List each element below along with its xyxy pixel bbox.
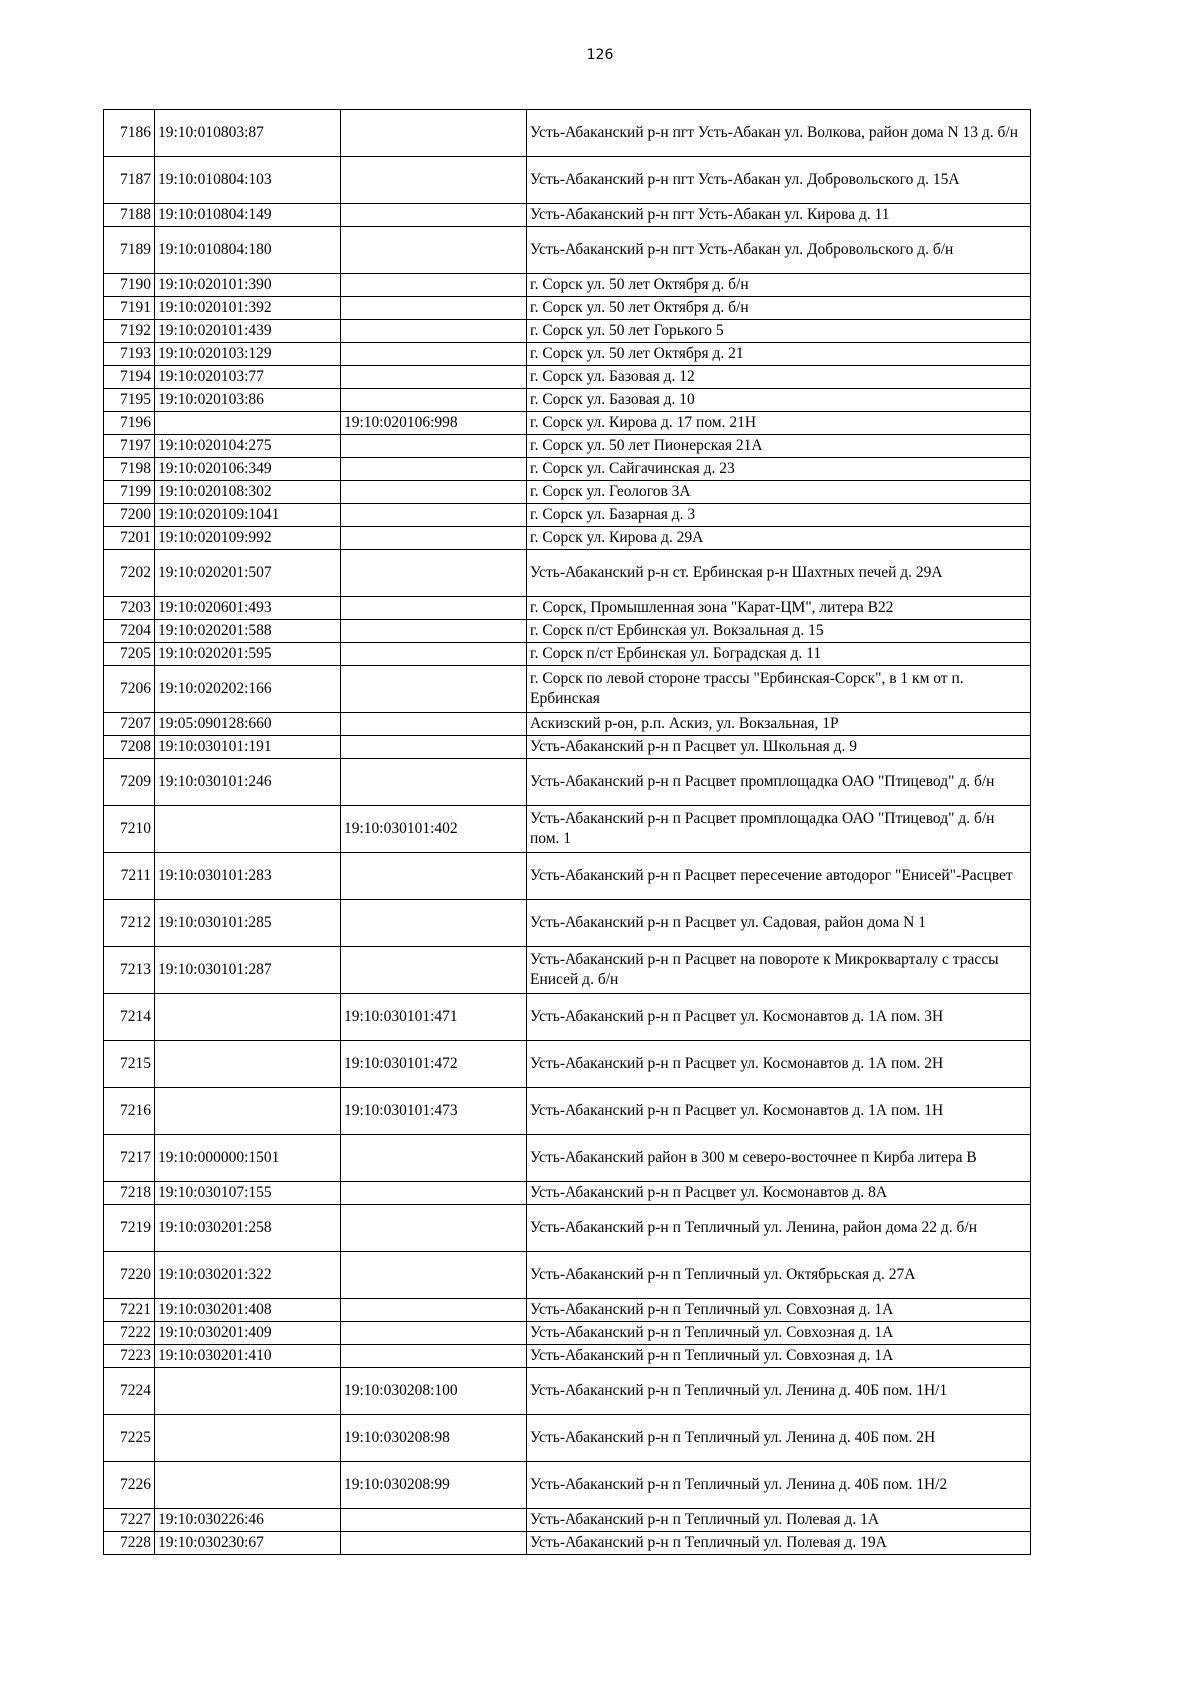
- cadastral-number: [155, 1462, 341, 1509]
- cadastral-number: [155, 1415, 341, 1462]
- table-row: [104, 297, 1031, 320]
- table-row: [104, 643, 1031, 666]
- address: г. Сорск ул. Геологов 3А: [527, 481, 1031, 504]
- address: Усть-Абаканский р-н п Расцвет ул. Космонавтов д. 8А: [527, 1182, 1031, 1205]
- address: г. Сорск п/ст Ербинская ул. Вокзальная д. 15: [527, 620, 1031, 643]
- row-number: 7208: [104, 736, 155, 759]
- table-row: [104, 1299, 1031, 1322]
- cadastral-number: 19:10:030101:287: [155, 947, 341, 994]
- table-row: [104, 853, 1031, 900]
- cadastral-number: [155, 806, 341, 853]
- premises-cadastral-number: [341, 597, 527, 620]
- address: Усть-Абаканский р-н п Расцвет ул. Космонавтов д. 1А пом. 3Н: [527, 994, 1031, 1041]
- address: Усть-Абаканский р-н ст. Ербинская р-н Шахтных печей д. 29А: [527, 550, 1031, 597]
- table-row: [104, 227, 1031, 274]
- table-row: [104, 504, 1031, 527]
- cadastral-number: 19:10:020103:129: [155, 343, 341, 366]
- premises-cadastral-number: [341, 666, 527, 713]
- table-row: [104, 458, 1031, 481]
- address: Усть-Абаканский р-н п Тепличный ул. Ленина д. 40Б пом. 1Н/2: [527, 1462, 1031, 1509]
- table-row: [104, 110, 1031, 157]
- row-number: 7226: [104, 1462, 155, 1509]
- table-row: [104, 389, 1031, 412]
- address: г. Сорск ул. 50 лет Октября д. б/н: [527, 297, 1031, 320]
- cadastral-number: 19:10:020101:392: [155, 297, 341, 320]
- premises-cadastral-number: [341, 504, 527, 527]
- row-number: 7207: [104, 713, 155, 736]
- row-number: 7201: [104, 527, 155, 550]
- premises-cadastral-number: [341, 320, 527, 343]
- table-row: [104, 1322, 1031, 1345]
- cadastral-number: 19:10:030107:155: [155, 1182, 341, 1205]
- table-row: [104, 806, 1031, 853]
- cadastral-number: 19:10:030101:246: [155, 759, 341, 806]
- address: г. Сорск ул. 50 лет Пионерская 21А: [527, 435, 1031, 458]
- address: г. Сорск ул. Сайгачинская д. 23: [527, 458, 1031, 481]
- row-number: 7215: [104, 1041, 155, 1088]
- row-number: 7200: [104, 504, 155, 527]
- cadastral-number: 19:10:010804:103: [155, 157, 341, 204]
- cadastral-number: 19:10:020104:275: [155, 435, 341, 458]
- premises-cadastral-number: [341, 1299, 527, 1322]
- table-row: [104, 366, 1031, 389]
- cadastral-number: 19:10:030201:410: [155, 1345, 341, 1368]
- address: Усть-Абаканский р-н п Расцвет пересечение автодорог "Енисей"-Расцвет: [527, 853, 1031, 900]
- table-row: [104, 204, 1031, 227]
- premises-cadastral-number: 19:10:030101:472: [341, 1041, 527, 1088]
- table-row: [104, 994, 1031, 1041]
- row-number: 7220: [104, 1252, 155, 1299]
- premises-cadastral-number: [341, 1252, 527, 1299]
- cadastral-number: [155, 412, 341, 435]
- cadastral-number: 19:10:030201:408: [155, 1299, 341, 1322]
- cadastral-number: 19:10:020106:349: [155, 458, 341, 481]
- table-row: [104, 1088, 1031, 1135]
- premises-cadastral-number: [341, 900, 527, 947]
- table-row: [104, 320, 1031, 343]
- page-number: 126: [586, 47, 614, 63]
- cadastral-number: 19:10:030101:285: [155, 900, 341, 947]
- address: Усть-Абаканский р-н пгт Усть-Абакан ул. Добровольского д. б/н: [527, 227, 1031, 274]
- cadastral-number: 19:10:020101:390: [155, 274, 341, 297]
- table-row: [104, 947, 1031, 994]
- row-number: 7196: [104, 412, 155, 435]
- row-number: 7218: [104, 1182, 155, 1205]
- row-number: 7202: [104, 550, 155, 597]
- premises-cadastral-number: [341, 1532, 527, 1555]
- row-number: 7205: [104, 643, 155, 666]
- address: г. Сорск по левой стороне трассы "Ербинская-Сорск", в 1 км от п. Ербинская: [527, 666, 1031, 713]
- row-number: 7221: [104, 1299, 155, 1322]
- address: Усть-Абаканский р-н п Тепличный ул. Совхозная д. 1А: [527, 1345, 1031, 1368]
- row-number: 7192: [104, 320, 155, 343]
- table-row: [104, 597, 1031, 620]
- row-number: 7193: [104, 343, 155, 366]
- premises-cadastral-number: [341, 110, 527, 157]
- premises-cadastral-number: 19:10:030208:99: [341, 1462, 527, 1509]
- cadastral-number: [155, 1041, 341, 1088]
- row-number: 7188: [104, 204, 155, 227]
- address: г. Сорск ул. Кирова д. 29А: [527, 527, 1031, 550]
- address: Усть-Абаканский р-н пгт Усть-Абакан ул. Кирова д. 11: [527, 204, 1031, 227]
- cadastral-number: 19:05:090128:660: [155, 713, 341, 736]
- address: г. Сорск ул. Базовая д. 12: [527, 366, 1031, 389]
- row-number: 7204: [104, 620, 155, 643]
- address: Усть-Абаканский р-н п Расцвет на повороте к Микрокварталу с трассы Енисей д. б/н: [527, 947, 1031, 994]
- row-number: 7214: [104, 994, 155, 1041]
- table-row: [104, 1205, 1031, 1252]
- address: Усть-Абаканский р-н п Тепличный ул. Полевая д. 19А: [527, 1532, 1031, 1555]
- table-row: [104, 666, 1031, 713]
- premises-cadastral-number: 19:10:030101:402: [341, 806, 527, 853]
- row-number: 7224: [104, 1368, 155, 1415]
- cadastral-number: [155, 1368, 341, 1415]
- address: г. Сорск ул. 50 лет Октября д. 21: [527, 343, 1031, 366]
- cadastral-number: 19:10:020103:86: [155, 389, 341, 412]
- row-number: 7190: [104, 274, 155, 297]
- premises-cadastral-number: [341, 643, 527, 666]
- row-number: 7213: [104, 947, 155, 994]
- row-number: 7227: [104, 1509, 155, 1532]
- premises-cadastral-number: [341, 481, 527, 504]
- address: Усть-Абаканский р-н п Тепличный ул. Ленина д. 40Б пом. 1Н/1: [527, 1368, 1031, 1415]
- row-number: 7203: [104, 597, 155, 620]
- cadastral-number: 19:10:030201:322: [155, 1252, 341, 1299]
- address: г. Сорск ул. Кирова д. 17 пом. 21Н: [527, 412, 1031, 435]
- premises-cadastral-number: 19:10:020106:998: [341, 412, 527, 435]
- table-row: [104, 1368, 1031, 1415]
- address: Усть-Абаканский р-н п Тепличный ул. Совхозная д. 1А: [527, 1299, 1031, 1322]
- premises-cadastral-number: 19:10:030101:473: [341, 1088, 527, 1135]
- registry-table-body: [104, 110, 1031, 1555]
- row-number: 7219: [104, 1205, 155, 1252]
- row-number: 7198: [104, 458, 155, 481]
- address: г. Сорск ул. Базарная д. 3: [527, 504, 1031, 527]
- cadastral-number: 19:10:020601:493: [155, 597, 341, 620]
- premises-cadastral-number: [341, 1182, 527, 1205]
- cadastral-number: 19:10:020108:302: [155, 481, 341, 504]
- address: г. Сорск ул. Базовая д. 10: [527, 389, 1031, 412]
- premises-cadastral-number: [341, 458, 527, 481]
- row-number: 7189: [104, 227, 155, 274]
- row-number: 7206: [104, 666, 155, 713]
- table-row: [104, 1135, 1031, 1182]
- table-row: [104, 713, 1031, 736]
- table-row: [104, 274, 1031, 297]
- table-row: [104, 620, 1031, 643]
- cadastral-number: 19:10:020109:1041: [155, 504, 341, 527]
- address: Усть-Абаканский р-н п Тепличный ул. Октябрьская д. 27А: [527, 1252, 1031, 1299]
- premises-cadastral-number: [341, 1205, 527, 1252]
- cadastral-number: 19:10:020101:439: [155, 320, 341, 343]
- cadastral-number: 19:10:020201:595: [155, 643, 341, 666]
- cadastral-number: 19:10:020202:166: [155, 666, 341, 713]
- row-number: 7194: [104, 366, 155, 389]
- address: Усть-Абаканский р-н п Расцвет промплощадка ОАО "Птицевод" д. б/н: [527, 759, 1031, 806]
- address: Аскизский р-он, р.п. Аскиз, ул. Вокзальная, 1Р: [527, 713, 1031, 736]
- address: Усть-Абаканский р-н пгт Усть-Абакан ул. Добровольского д. 15А: [527, 157, 1031, 204]
- address: Усть-Абаканский р-н п Расцвет ул. Школьная д. 9: [527, 736, 1031, 759]
- row-number: 7216: [104, 1088, 155, 1135]
- table-row: [104, 1509, 1031, 1532]
- premises-cadastral-number: [341, 1345, 527, 1368]
- address: г. Сорск п/ст Ербинская ул. Боградская д. 11: [527, 643, 1031, 666]
- address: г. Сорск, Промышленная зона "Карат-ЦМ", литера В22: [527, 597, 1031, 620]
- address: г. Сорск ул. 50 лет Октября д. б/н: [527, 274, 1031, 297]
- cadastral-number: [155, 994, 341, 1041]
- premises-cadastral-number: [341, 1322, 527, 1345]
- table-row: [104, 435, 1031, 458]
- row-number: 7212: [104, 900, 155, 947]
- row-number: 7186: [104, 110, 155, 157]
- table-row: [104, 1041, 1031, 1088]
- table-row: [104, 412, 1031, 435]
- premises-cadastral-number: [341, 157, 527, 204]
- table-row: [104, 527, 1031, 550]
- cadastral-number: 19:10:030230:67: [155, 1532, 341, 1555]
- address: Усть-Абаканский р-н пгт Усть-Абакан ул. Волкова, район дома N 13 д. б/н: [527, 110, 1031, 157]
- premises-cadastral-number: [341, 435, 527, 458]
- premises-cadastral-number: 19:10:030101:471: [341, 994, 527, 1041]
- premises-cadastral-number: [341, 1135, 527, 1182]
- cadastral-number: 19:10:030101:191: [155, 736, 341, 759]
- cadastral-number: 19:10:010804:180: [155, 227, 341, 274]
- premises-cadastral-number: 19:10:030208:100: [341, 1368, 527, 1415]
- premises-cadastral-number: [341, 550, 527, 597]
- address: Усть-Абаканский район в 300 м северо-восточнее п Кирба литера В: [527, 1135, 1031, 1182]
- table-row: [104, 900, 1031, 947]
- premises-cadastral-number: [341, 853, 527, 900]
- address: Усть-Абаканский р-н п Тепличный ул. Ленина д. 40Б пом. 2Н: [527, 1415, 1031, 1462]
- premises-cadastral-number: [341, 274, 527, 297]
- table-row: [104, 1462, 1031, 1509]
- cadastral-number: 19:10:020109:992: [155, 527, 341, 550]
- premises-cadastral-number: 19:10:030208:98: [341, 1415, 527, 1462]
- cadastral-number: 19:10:020201:507: [155, 550, 341, 597]
- cadastral-number: 19:10:030226:46: [155, 1509, 341, 1532]
- row-number: 7187: [104, 157, 155, 204]
- row-number: 7228: [104, 1532, 155, 1555]
- premises-cadastral-number: [341, 366, 527, 389]
- cadastral-number: 19:10:000000:1501: [155, 1135, 341, 1182]
- premises-cadastral-number: [341, 204, 527, 227]
- table-row: [104, 1415, 1031, 1462]
- premises-cadastral-number: [341, 343, 527, 366]
- premises-cadastral-number: [341, 389, 527, 412]
- address: Усть-Абаканский р-н п Расцвет ул. Садовая, район дома N 1: [527, 900, 1031, 947]
- table-row: [104, 759, 1031, 806]
- table-row: [104, 550, 1031, 597]
- cadastral-number: 19:10:030101:283: [155, 853, 341, 900]
- premises-cadastral-number: [341, 297, 527, 320]
- cadastral-number: 19:10:010803:87: [155, 110, 341, 157]
- premises-cadastral-number: [341, 227, 527, 274]
- row-number: 7223: [104, 1345, 155, 1368]
- row-number: 7199: [104, 481, 155, 504]
- premises-cadastral-number: [341, 713, 527, 736]
- address: Усть-Абаканский р-н п Расцвет ул. Космонавтов д. 1А пом. 1Н: [527, 1088, 1031, 1135]
- row-number: 7195: [104, 389, 155, 412]
- row-number: 7211: [104, 853, 155, 900]
- cadastral-number: 19:10:020103:77: [155, 366, 341, 389]
- address: Усть-Абаканский р-н п Расцвет ул. Космонавтов д. 1А пом. 2Н: [527, 1041, 1031, 1088]
- premises-cadastral-number: [341, 736, 527, 759]
- row-number: 7197: [104, 435, 155, 458]
- row-number: 7191: [104, 297, 155, 320]
- cadastral-number: 19:10:020201:588: [155, 620, 341, 643]
- premises-cadastral-number: [341, 527, 527, 550]
- address: Усть-Абаканский р-н п Расцвет промплощадка ОАО "Птицевод" д. б/н пом. 1: [527, 806, 1031, 853]
- premises-cadastral-number: [341, 620, 527, 643]
- row-number: 7217: [104, 1135, 155, 1182]
- table-row: [104, 1532, 1031, 1555]
- address: Усть-Абаканский р-н п Тепличный ул. Ленина, район дома 22 д. б/н: [527, 1205, 1031, 1252]
- table-row: [104, 343, 1031, 366]
- table-row: [104, 1252, 1031, 1299]
- premises-cadastral-number: [341, 947, 527, 994]
- registry-table: [103, 109, 1031, 1555]
- cadastral-number: 19:10:030201:258: [155, 1205, 341, 1252]
- address: г. Сорск ул. 50 лет Горького 5: [527, 320, 1031, 343]
- table-row: [104, 481, 1031, 504]
- premises-cadastral-number: [341, 1509, 527, 1532]
- row-number: 7222: [104, 1322, 155, 1345]
- table-row: [104, 157, 1031, 204]
- table-row: [104, 1182, 1031, 1205]
- row-number: 7209: [104, 759, 155, 806]
- table-row: [104, 736, 1031, 759]
- cadastral-number: 19:10:010804:149: [155, 204, 341, 227]
- premises-cadastral-number: [341, 759, 527, 806]
- address: Усть-Абаканский р-н п Тепличный ул. Совхозная д. 1А: [527, 1322, 1031, 1345]
- row-number: 7210: [104, 806, 155, 853]
- cadastral-number: 19:10:030201:409: [155, 1322, 341, 1345]
- address: Усть-Абаканский р-н п Тепличный ул. Полевая д. 1А: [527, 1509, 1031, 1532]
- cadastral-number: [155, 1088, 341, 1135]
- table-row: [104, 1345, 1031, 1368]
- row-number: 7225: [104, 1415, 155, 1462]
